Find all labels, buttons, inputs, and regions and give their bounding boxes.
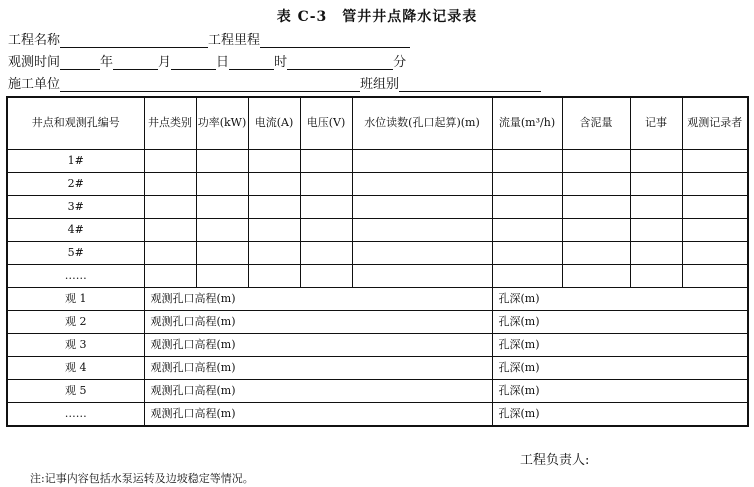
well-id: 2# bbox=[7, 173, 144, 196]
obs-row bbox=[7, 380, 748, 403]
cell[interactable] bbox=[144, 196, 196, 219]
header-current: 电流(A) bbox=[248, 97, 300, 150]
cell[interactable] bbox=[196, 196, 248, 219]
cell[interactable] bbox=[352, 173, 492, 196]
header-well-id: 井点和观测孔编号 bbox=[7, 97, 144, 150]
cell[interactable] bbox=[300, 150, 352, 173]
cell[interactable] bbox=[492, 242, 562, 265]
cell[interactable] bbox=[630, 265, 682, 288]
cell[interactable] bbox=[352, 196, 492, 219]
table-row bbox=[7, 173, 748, 196]
cell[interactable] bbox=[630, 196, 682, 219]
form-row-time bbox=[8, 51, 406, 70]
cell[interactable] bbox=[562, 265, 630, 288]
project-name-label: 工程名称 bbox=[8, 33, 61, 48]
team-label: 班组别 bbox=[360, 77, 400, 92]
table-row bbox=[7, 196, 748, 219]
obs-row bbox=[7, 334, 748, 357]
dewatering-record-table bbox=[6, 96, 749, 427]
table-row bbox=[7, 242, 748, 265]
cell[interactable] bbox=[144, 150, 196, 173]
obs-depth-cell[interactable]: 孔深(m) bbox=[492, 288, 748, 311]
year-field[interactable] bbox=[60, 55, 100, 70]
cell[interactable] bbox=[562, 196, 630, 219]
table-row bbox=[7, 150, 748, 173]
observe-time-label: 观测时间 bbox=[8, 55, 61, 70]
obs-id: 观 3 bbox=[7, 334, 144, 357]
project-mileage-label: 工程里程 bbox=[208, 33, 261, 48]
header-mud-content: 含泥量 bbox=[562, 97, 630, 150]
cell[interactable] bbox=[248, 242, 300, 265]
cell[interactable] bbox=[352, 242, 492, 265]
cell[interactable] bbox=[682, 219, 748, 242]
cell[interactable] bbox=[492, 265, 562, 288]
well-id: 3# bbox=[7, 196, 144, 219]
obs-elevation-cell[interactable]: 观测孔口高程(m) bbox=[144, 288, 492, 311]
cell[interactable] bbox=[196, 265, 248, 288]
well-id: 1# bbox=[7, 150, 144, 173]
cell[interactable] bbox=[300, 242, 352, 265]
obs-depth-cell[interactable]: 孔深(m) bbox=[492, 357, 748, 380]
obs-row bbox=[7, 403, 748, 427]
cell[interactable] bbox=[492, 150, 562, 173]
cell[interactable] bbox=[196, 242, 248, 265]
obs-elevation-cell[interactable]: 观测孔口高程(m) bbox=[144, 334, 492, 357]
page-title: 表 C-3 管井井点降水记录表 bbox=[276, 9, 478, 25]
cell[interactable] bbox=[352, 265, 492, 288]
project-name-field[interactable] bbox=[60, 33, 208, 48]
header-recorder: 观测记录者 bbox=[682, 97, 748, 150]
cell[interactable] bbox=[300, 196, 352, 219]
obs-id: 观 1 bbox=[7, 288, 144, 311]
cell[interactable] bbox=[630, 219, 682, 242]
month-field[interactable] bbox=[113, 55, 158, 70]
cell[interactable] bbox=[682, 196, 748, 219]
responsible-person-label: 工程负责人: bbox=[520, 453, 590, 468]
cell[interactable] bbox=[562, 173, 630, 196]
cell[interactable] bbox=[196, 173, 248, 196]
form-row-unit bbox=[8, 73, 541, 92]
cell[interactable] bbox=[682, 173, 748, 196]
cell[interactable] bbox=[562, 150, 630, 173]
obs-depth-cell[interactable]: 孔深(m) bbox=[492, 311, 748, 334]
cell[interactable] bbox=[144, 173, 196, 196]
team-field[interactable] bbox=[399, 77, 541, 92]
cell[interactable] bbox=[300, 219, 352, 242]
table-row bbox=[7, 219, 748, 242]
table-header-row bbox=[7, 97, 748, 150]
cell[interactable] bbox=[144, 242, 196, 265]
cell[interactable] bbox=[248, 265, 300, 288]
well-id: 5# bbox=[7, 242, 144, 265]
cell[interactable] bbox=[682, 242, 748, 265]
cell[interactable] bbox=[630, 242, 682, 265]
construction-unit-field[interactable] bbox=[60, 77, 360, 92]
month-label: 月 bbox=[158, 55, 172, 70]
day-field[interactable] bbox=[171, 55, 216, 70]
obs-elevation-cell[interactable]: 观测孔口高程(m) bbox=[144, 380, 492, 403]
cell[interactable] bbox=[630, 150, 682, 173]
header-voltage: 电压(V) bbox=[300, 97, 352, 150]
cell[interactable] bbox=[300, 265, 352, 288]
cell[interactable] bbox=[492, 173, 562, 196]
cell[interactable] bbox=[492, 196, 562, 219]
cell[interactable] bbox=[248, 219, 300, 242]
cell[interactable] bbox=[562, 242, 630, 265]
cell[interactable] bbox=[144, 219, 196, 242]
cell[interactable] bbox=[248, 173, 300, 196]
hour-field[interactable] bbox=[229, 55, 274, 70]
form-row-project bbox=[8, 29, 410, 48]
well-id: 4# bbox=[7, 219, 144, 242]
construction-unit-label: 施工单位 bbox=[8, 77, 61, 92]
obs-id: 观 2 bbox=[7, 311, 144, 334]
cell[interactable] bbox=[144, 265, 196, 288]
minute-field[interactable] bbox=[287, 55, 393, 70]
obs-id: …… bbox=[7, 403, 144, 427]
header-water-level: 水位读数(孔口起算)(m) bbox=[352, 97, 492, 150]
cell[interactable] bbox=[352, 150, 492, 173]
header-power: 功率(kW) bbox=[196, 97, 248, 150]
hour-label: 时 bbox=[274, 55, 288, 70]
cell[interactable] bbox=[248, 196, 300, 219]
cell[interactable] bbox=[248, 150, 300, 173]
minute-label: 分 bbox=[393, 55, 407, 70]
obs-elevation-cell[interactable]: 观测孔口高程(m) bbox=[144, 357, 492, 380]
cell[interactable] bbox=[196, 150, 248, 173]
obs-depth-cell[interactable]: 孔深(m) bbox=[492, 380, 748, 403]
obs-depth-cell[interactable]: 孔深(m) bbox=[492, 334, 748, 357]
obs-row bbox=[7, 311, 748, 334]
footnote: 注:记事内容包括水泵运转及边坡稳定等情况。 bbox=[30, 472, 254, 485]
obs-elevation-cell[interactable]: 观测孔口高程(m) bbox=[144, 403, 492, 427]
obs-row bbox=[7, 288, 748, 311]
cell[interactable] bbox=[492, 219, 562, 242]
obs-depth-cell[interactable]: 孔深(m) bbox=[492, 403, 748, 427]
table-row bbox=[7, 265, 748, 288]
cell[interactable] bbox=[352, 219, 492, 242]
cell[interactable] bbox=[630, 173, 682, 196]
obs-id: 观 4 bbox=[7, 357, 144, 380]
cell[interactable] bbox=[300, 173, 352, 196]
header-notes: 记事 bbox=[630, 97, 682, 150]
cell[interactable] bbox=[196, 219, 248, 242]
project-mileage-field[interactable] bbox=[260, 33, 410, 48]
obs-row bbox=[7, 357, 748, 380]
header-well-type: 井点类别 bbox=[144, 97, 196, 150]
header-flow: 流量(m³/h) bbox=[492, 97, 562, 150]
cell[interactable] bbox=[562, 219, 630, 242]
day-label: 日 bbox=[216, 55, 230, 70]
obs-elevation-cell[interactable]: 观测孔口高程(m) bbox=[144, 311, 492, 334]
obs-id: 观 5 bbox=[7, 380, 144, 403]
cell[interactable] bbox=[682, 150, 748, 173]
well-id: …… bbox=[7, 265, 144, 288]
year-label: 年 bbox=[100, 55, 114, 70]
cell[interactable] bbox=[682, 265, 748, 288]
